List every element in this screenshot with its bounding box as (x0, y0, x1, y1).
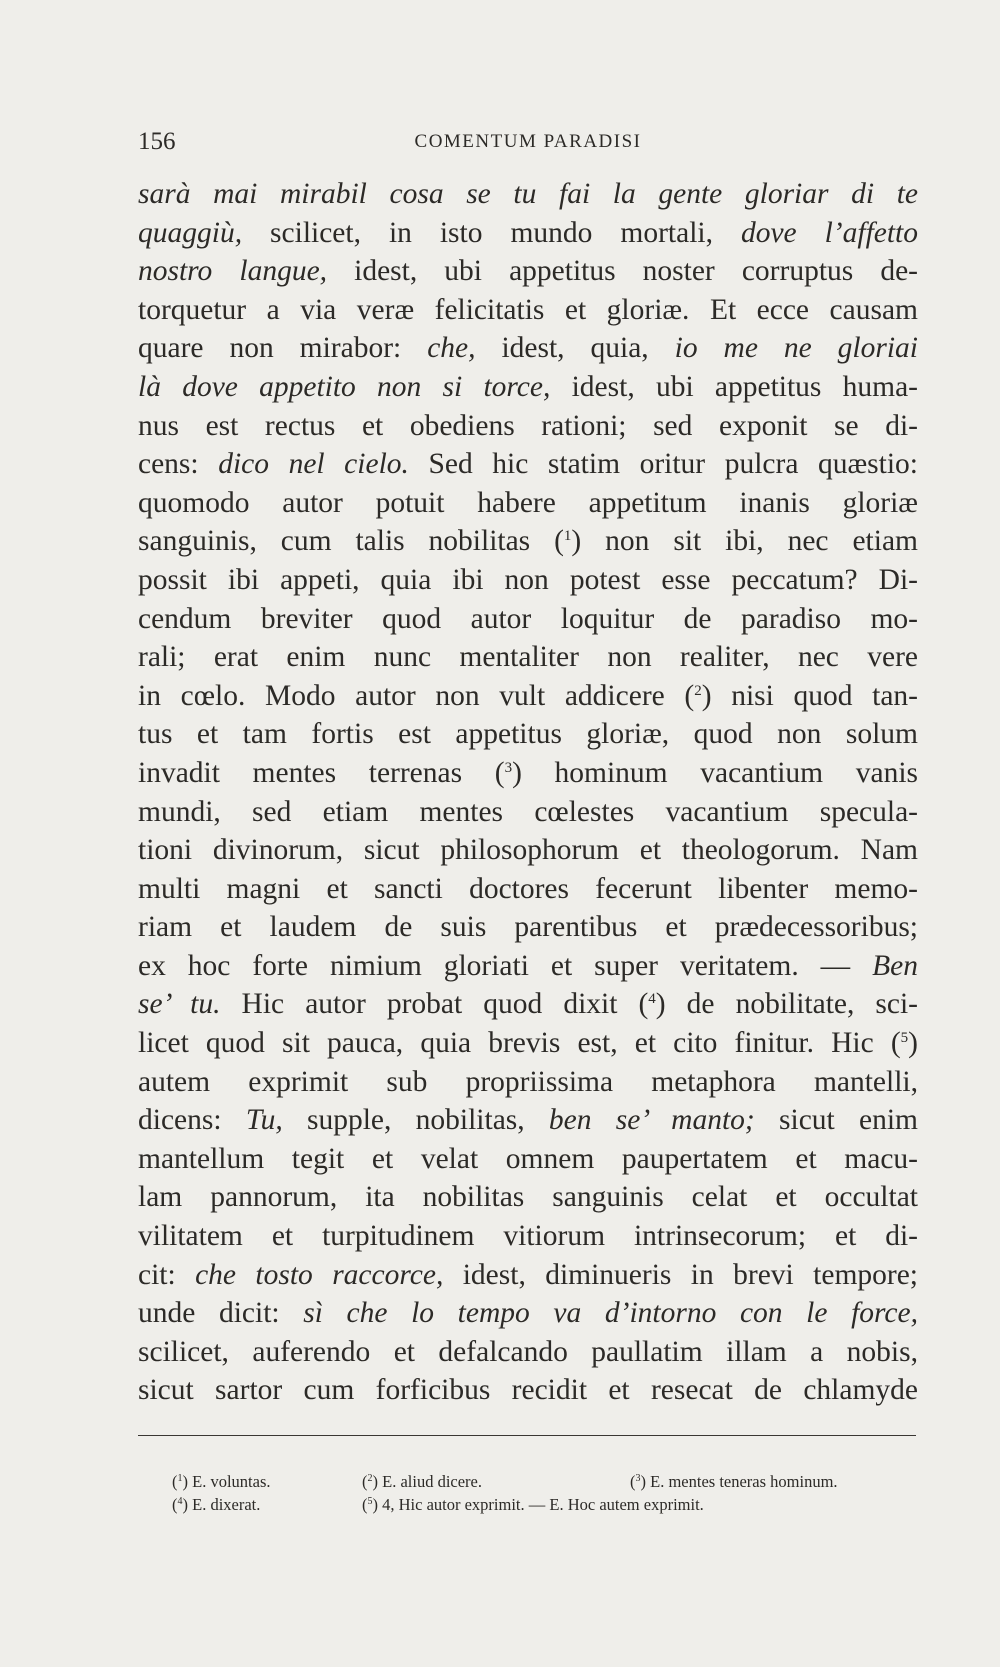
text-line (138, 870, 918, 909)
text-line (138, 1140, 918, 1179)
italic-quotation: io me ne gloriai (674, 332, 918, 365)
italic-quotation: là dove appetito non si torce, (138, 370, 551, 403)
footnote-reference: 3 (504, 759, 513, 776)
text-line (138, 1063, 918, 1102)
text-run: ) hominum vacantium vanis (512, 756, 918, 789)
text-run: mantellum tegit et velat omnem paupertatem et macu- (138, 1142, 918, 1175)
italic-quotation: che tosto raccorce, (195, 1258, 444, 1291)
text-line (138, 252, 918, 291)
footnote-2: ($^2$) E. aliud dicere. (362, 1472, 482, 1491)
text-run: riam et laudem de suis parentibus et prædecessoribus; (138, 911, 918, 944)
text-run: sanguinis, cum talis nobilitas ( (138, 525, 564, 558)
text-run: multi magni et sancti doctores fecerunt libenter memo- (138, 872, 918, 905)
italic-quotation: quaggiù, (138, 216, 243, 249)
text-run: nus est rectus et obediens rationi; sed exponit se di- (138, 409, 918, 442)
footnote-reference: 5 (900, 1030, 909, 1047)
text-run: idest, ubi appetitus noster corruptus de- (327, 255, 918, 288)
footnote-rule (138, 1435, 916, 1436)
text-line (138, 715, 918, 754)
text-run: ) non sit ibi, nec etiam (571, 525, 918, 558)
text-run: possit ibi appeti, quia ibi non potest esse peccatum? Di- (138, 563, 918, 596)
text-line (138, 1333, 918, 1372)
italic-quotation: nostro langue, (138, 255, 328, 288)
body-text (138, 175, 918, 1410)
footnote-row (172, 1470, 918, 1493)
text-line (138, 407, 918, 446)
italic-quotation: Tu, (245, 1104, 283, 1137)
text-run: vilitatem et turpitudinem vitiorum intrinsecorum; et di- (138, 1220, 918, 1253)
text-line (138, 1217, 918, 1256)
text-run: idest, diminueris in brevi tempore; (443, 1258, 918, 1291)
text-run: tus et tam fortis est appetitus gloriæ, quod non solum (138, 718, 918, 751)
text-line (138, 600, 918, 639)
text-line (138, 677, 918, 716)
text-line (138, 908, 918, 947)
text-line (138, 214, 918, 253)
text-run: lam pannorum, ita nobilitas sanguinis celat et occultat (138, 1181, 918, 1214)
italic-quotation: dove l’affetto (740, 216, 918, 249)
text-run: scilicet, in isto mundo mortali, (242, 216, 741, 249)
text-line (138, 1371, 918, 1410)
italic-quotation: sarà mai mirabil cosa se tu fai la gente gloriar di te (138, 178, 918, 210)
text-run: autem exprimit sub propriissima metaphora mantelli, (138, 1065, 918, 1098)
running-head: COMENTUM PARADISI (414, 131, 642, 152)
footnote-1: ($^1$) E. voluntas. (172, 1472, 271, 1491)
text-run: quare non mirabor: (138, 332, 428, 365)
text-line (138, 638, 918, 677)
footnotes (172, 1470, 918, 1516)
page-header (138, 128, 918, 158)
text-run: cit: (138, 1258, 196, 1291)
text-run: quomodo autor potuit habere appetitum inanis gloriæ (138, 486, 918, 519)
text-run: unde dicit: (138, 1297, 304, 1330)
text-run: supple, nobilitas, (282, 1104, 549, 1137)
text-run: rali; erat enim nunc mentaliter non realiter, nec vere (138, 641, 918, 674)
text-run: sicut enim (754, 1104, 918, 1137)
text-run: ) de nobilitate, sci- (655, 988, 918, 1021)
text-line (138, 754, 918, 793)
text-line (138, 291, 918, 330)
text-run: tioni divinorum, sicut philosophorum et theologorum. Nam (138, 834, 918, 867)
text-line (138, 445, 918, 484)
text-run: dicens: (138, 1104, 246, 1137)
italic-quotation: ben se’ manto; (548, 1104, 755, 1137)
text-line (138, 522, 918, 561)
text-run: mundi, sed etiam mentes cœlestes vacantium specula- (138, 795, 918, 828)
text-line (138, 329, 918, 368)
text-run: idest, quia, (475, 332, 675, 365)
italic-quotation: che, (427, 332, 476, 365)
text-line (138, 985, 918, 1024)
italic-quotation: dico nel cielo. (218, 448, 409, 481)
footnote-row (172, 1493, 918, 1516)
text-run: sicut sartor cum forficibus recidit et resecat de chlamyde (138, 1374, 918, 1407)
footnote-5: ($^5$) 4, Hic autor exprimit. — E. Hoc autem exprimit. (362, 1495, 704, 1514)
text-line (138, 1294, 918, 1333)
text-run: ex hoc forte nimium gloriati et super veritatem. — (138, 949, 873, 982)
text-run: cendum breviter quod autor loquitur de paradiso mo- (138, 602, 918, 635)
italic-quotation: Ben (872, 949, 918, 982)
page-number: 156 (138, 128, 176, 155)
text-run: scilicet, auferendo et defalcando paullatim illam a nobis, (138, 1335, 918, 1368)
text-run: invadit mentes terrenas ( (138, 756, 505, 789)
footnote-reference: 4 (648, 991, 656, 1008)
italic-quotation: se’ tu. (138, 988, 221, 1021)
text-run: Hic autor probat quod dixit ( (220, 988, 649, 1021)
text-line (138, 368, 918, 407)
text-line (138, 1178, 918, 1217)
footnote-3: ($^3$) E. mentes teneras hominum. (630, 1472, 838, 1491)
text-run: licet quod sit pauca, quia brevis est, et cito finitur. Hic ( (138, 1027, 901, 1060)
text-run: ) nisi quod tan- (701, 679, 918, 712)
text-line (138, 561, 918, 600)
text-run: torquetur a via veræ felicitatis et gloriæ. Et ecce causam (138, 293, 918, 326)
text-run: idest, ubi appetitus huma- (550, 370, 918, 403)
footnote-4: ($^4$) E. dixerat. (172, 1495, 261, 1514)
text-line (138, 1024, 918, 1063)
text-line (138, 831, 918, 870)
text-line (138, 1256, 918, 1295)
italic-quotation: sì che lo tempo va d’intorno con le force, (303, 1297, 918, 1330)
text-line (138, 175, 918, 214)
text-run: cens: (138, 448, 219, 481)
text-line (138, 484, 918, 523)
footnote-reference: 1 (563, 528, 572, 545)
text-line (138, 1101, 918, 1140)
text-run: ) (908, 1027, 918, 1060)
footnote-reference: 2 (694, 682, 702, 699)
text-run: Sed hic statim oritur pulcra quæstio: (408, 448, 918, 481)
text-line (138, 947, 918, 986)
text-run: in cœlo. Modo autor non vult addicere ( (138, 679, 695, 712)
text-line (138, 793, 918, 832)
